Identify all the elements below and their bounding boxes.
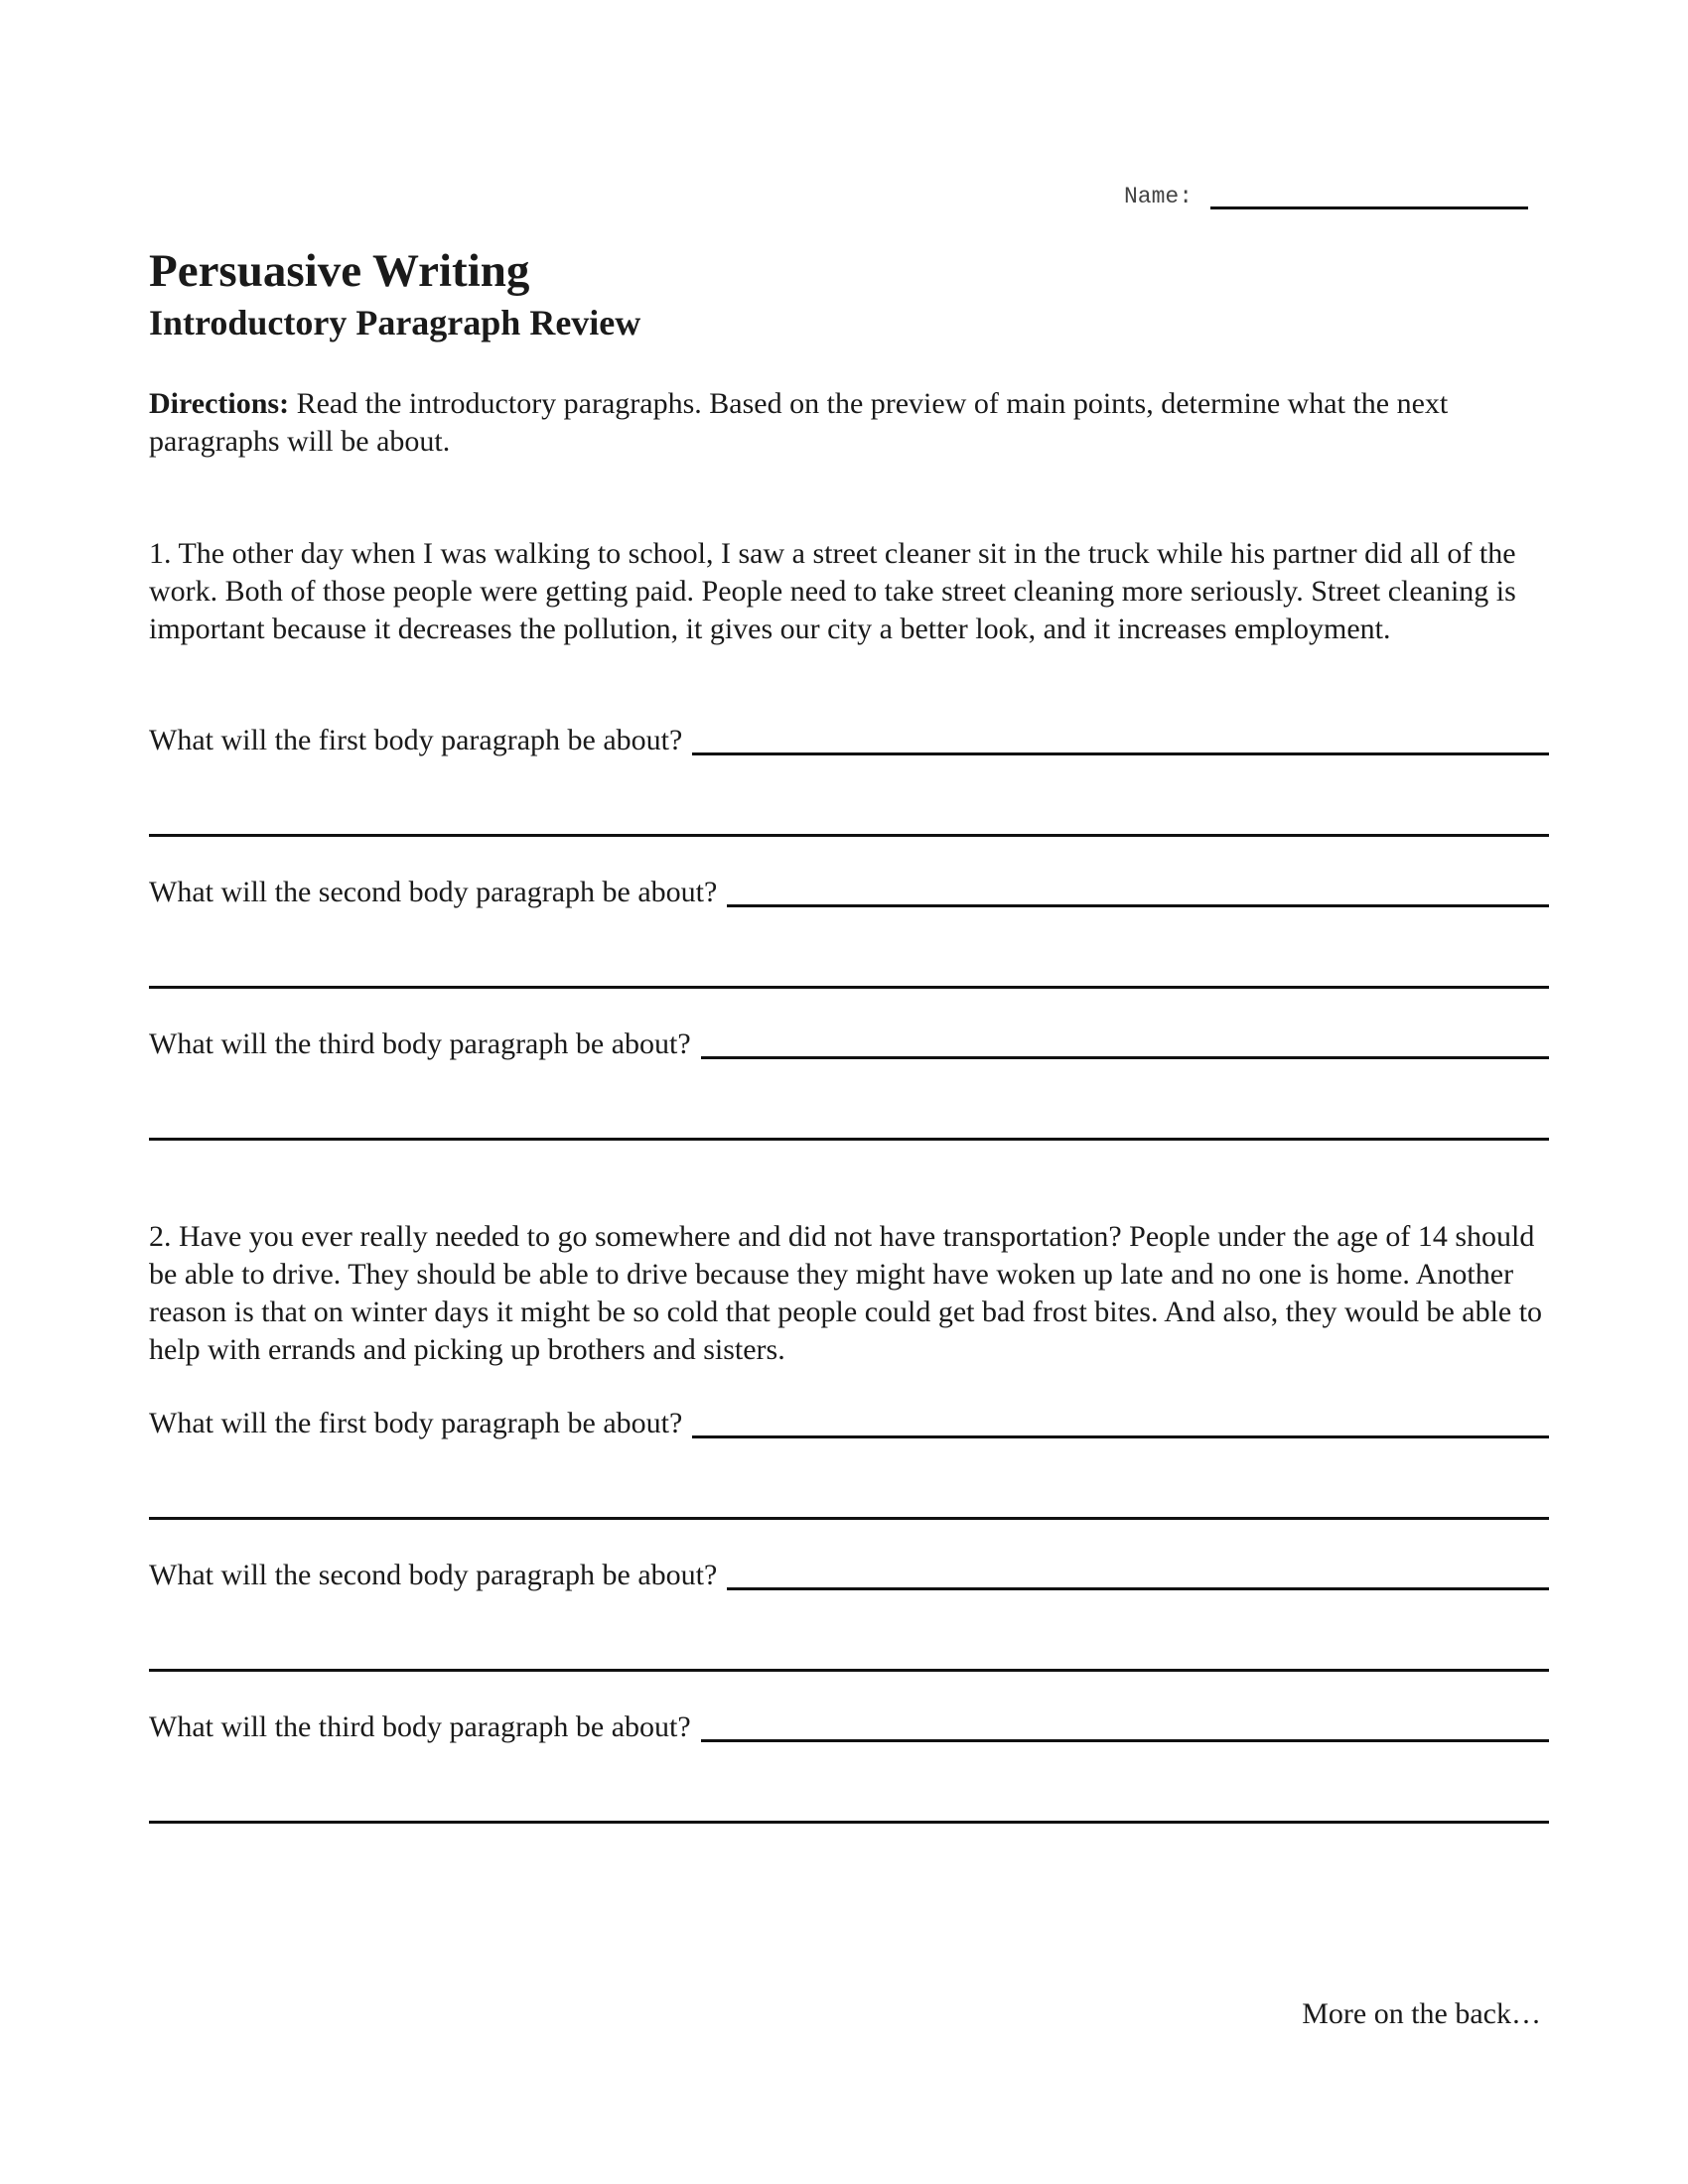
- question-2-2: [149, 1557, 1549, 1594]
- question-1-1: [149, 722, 1549, 759]
- directions-label: Directions:: [149, 387, 290, 420]
- name-row: [1124, 179, 1528, 209]
- question-2-1: [149, 1405, 1549, 1442]
- answer-line[interactable]: [149, 1669, 1549, 1672]
- answer-line[interactable]: [149, 1138, 1549, 1141]
- question-1-3: [149, 1025, 1549, 1063]
- question-text: What will the third body paragraph be about?: [149, 1710, 691, 1743]
- answer-line[interactable]: [149, 1821, 1549, 1824]
- name-label: Name:: [1124, 184, 1194, 209]
- question-text: What will the first body paragraph be about?: [149, 1407, 683, 1439]
- answer-field[interactable]: [727, 1558, 1549, 1590]
- name-field[interactable]: [1210, 179, 1528, 209]
- answer-line[interactable]: [149, 834, 1549, 837]
- question-text: What will the second body paragraph be about?: [149, 876, 718, 908]
- question-text: What will the first body paragraph be about?: [149, 724, 683, 756]
- answer-field[interactable]: [692, 723, 1549, 755]
- question-text: What will the third body paragraph be about?: [149, 1027, 691, 1060]
- passage-1: 1. The other day when I was walking to school, I saw a street cleaner sit in the truck while his partner did all of the work. Both of those people were getting paid. People need to take street cleaning more seriously. Street cleaning is important because it decreases the pollution, it gives our city a better look, and it increases employment.: [149, 537, 1516, 645]
- directions-text: Read the introductory paragraphs. Based on the preview of main points, determine what the next paragraphs will be about.: [149, 387, 1449, 458]
- passage-2: 2. Have you ever really needed to go somewhere and did not have transportation? People under the age of 14 should be able to drive. They should be able to drive because they might have woken up late and no one is home. Another reason is that on winter days it might be so cold that people could get bad frost bites. And also, they would be able to help with errands and picking up brothers and sisters.: [149, 1220, 1543, 1366]
- question-text: What will the second body paragraph be about?: [149, 1559, 718, 1591]
- page-title: Persuasive Writing: [149, 245, 530, 297]
- answer-field[interactable]: [701, 1709, 1549, 1742]
- answer-field[interactable]: [727, 875, 1549, 907]
- footer-note: More on the back…: [1302, 1997, 1541, 2030]
- question-1-2: [149, 874, 1549, 911]
- answer-line[interactable]: [149, 1517, 1549, 1520]
- directions: [149, 385, 1549, 461]
- question-2-3: [149, 1708, 1549, 1746]
- answer-field[interactable]: [692, 1406, 1549, 1438]
- page-subtitle: Introductory Paragraph Review: [149, 303, 641, 342]
- answer-field[interactable]: [701, 1026, 1549, 1059]
- answer-line[interactable]: [149, 986, 1549, 989]
